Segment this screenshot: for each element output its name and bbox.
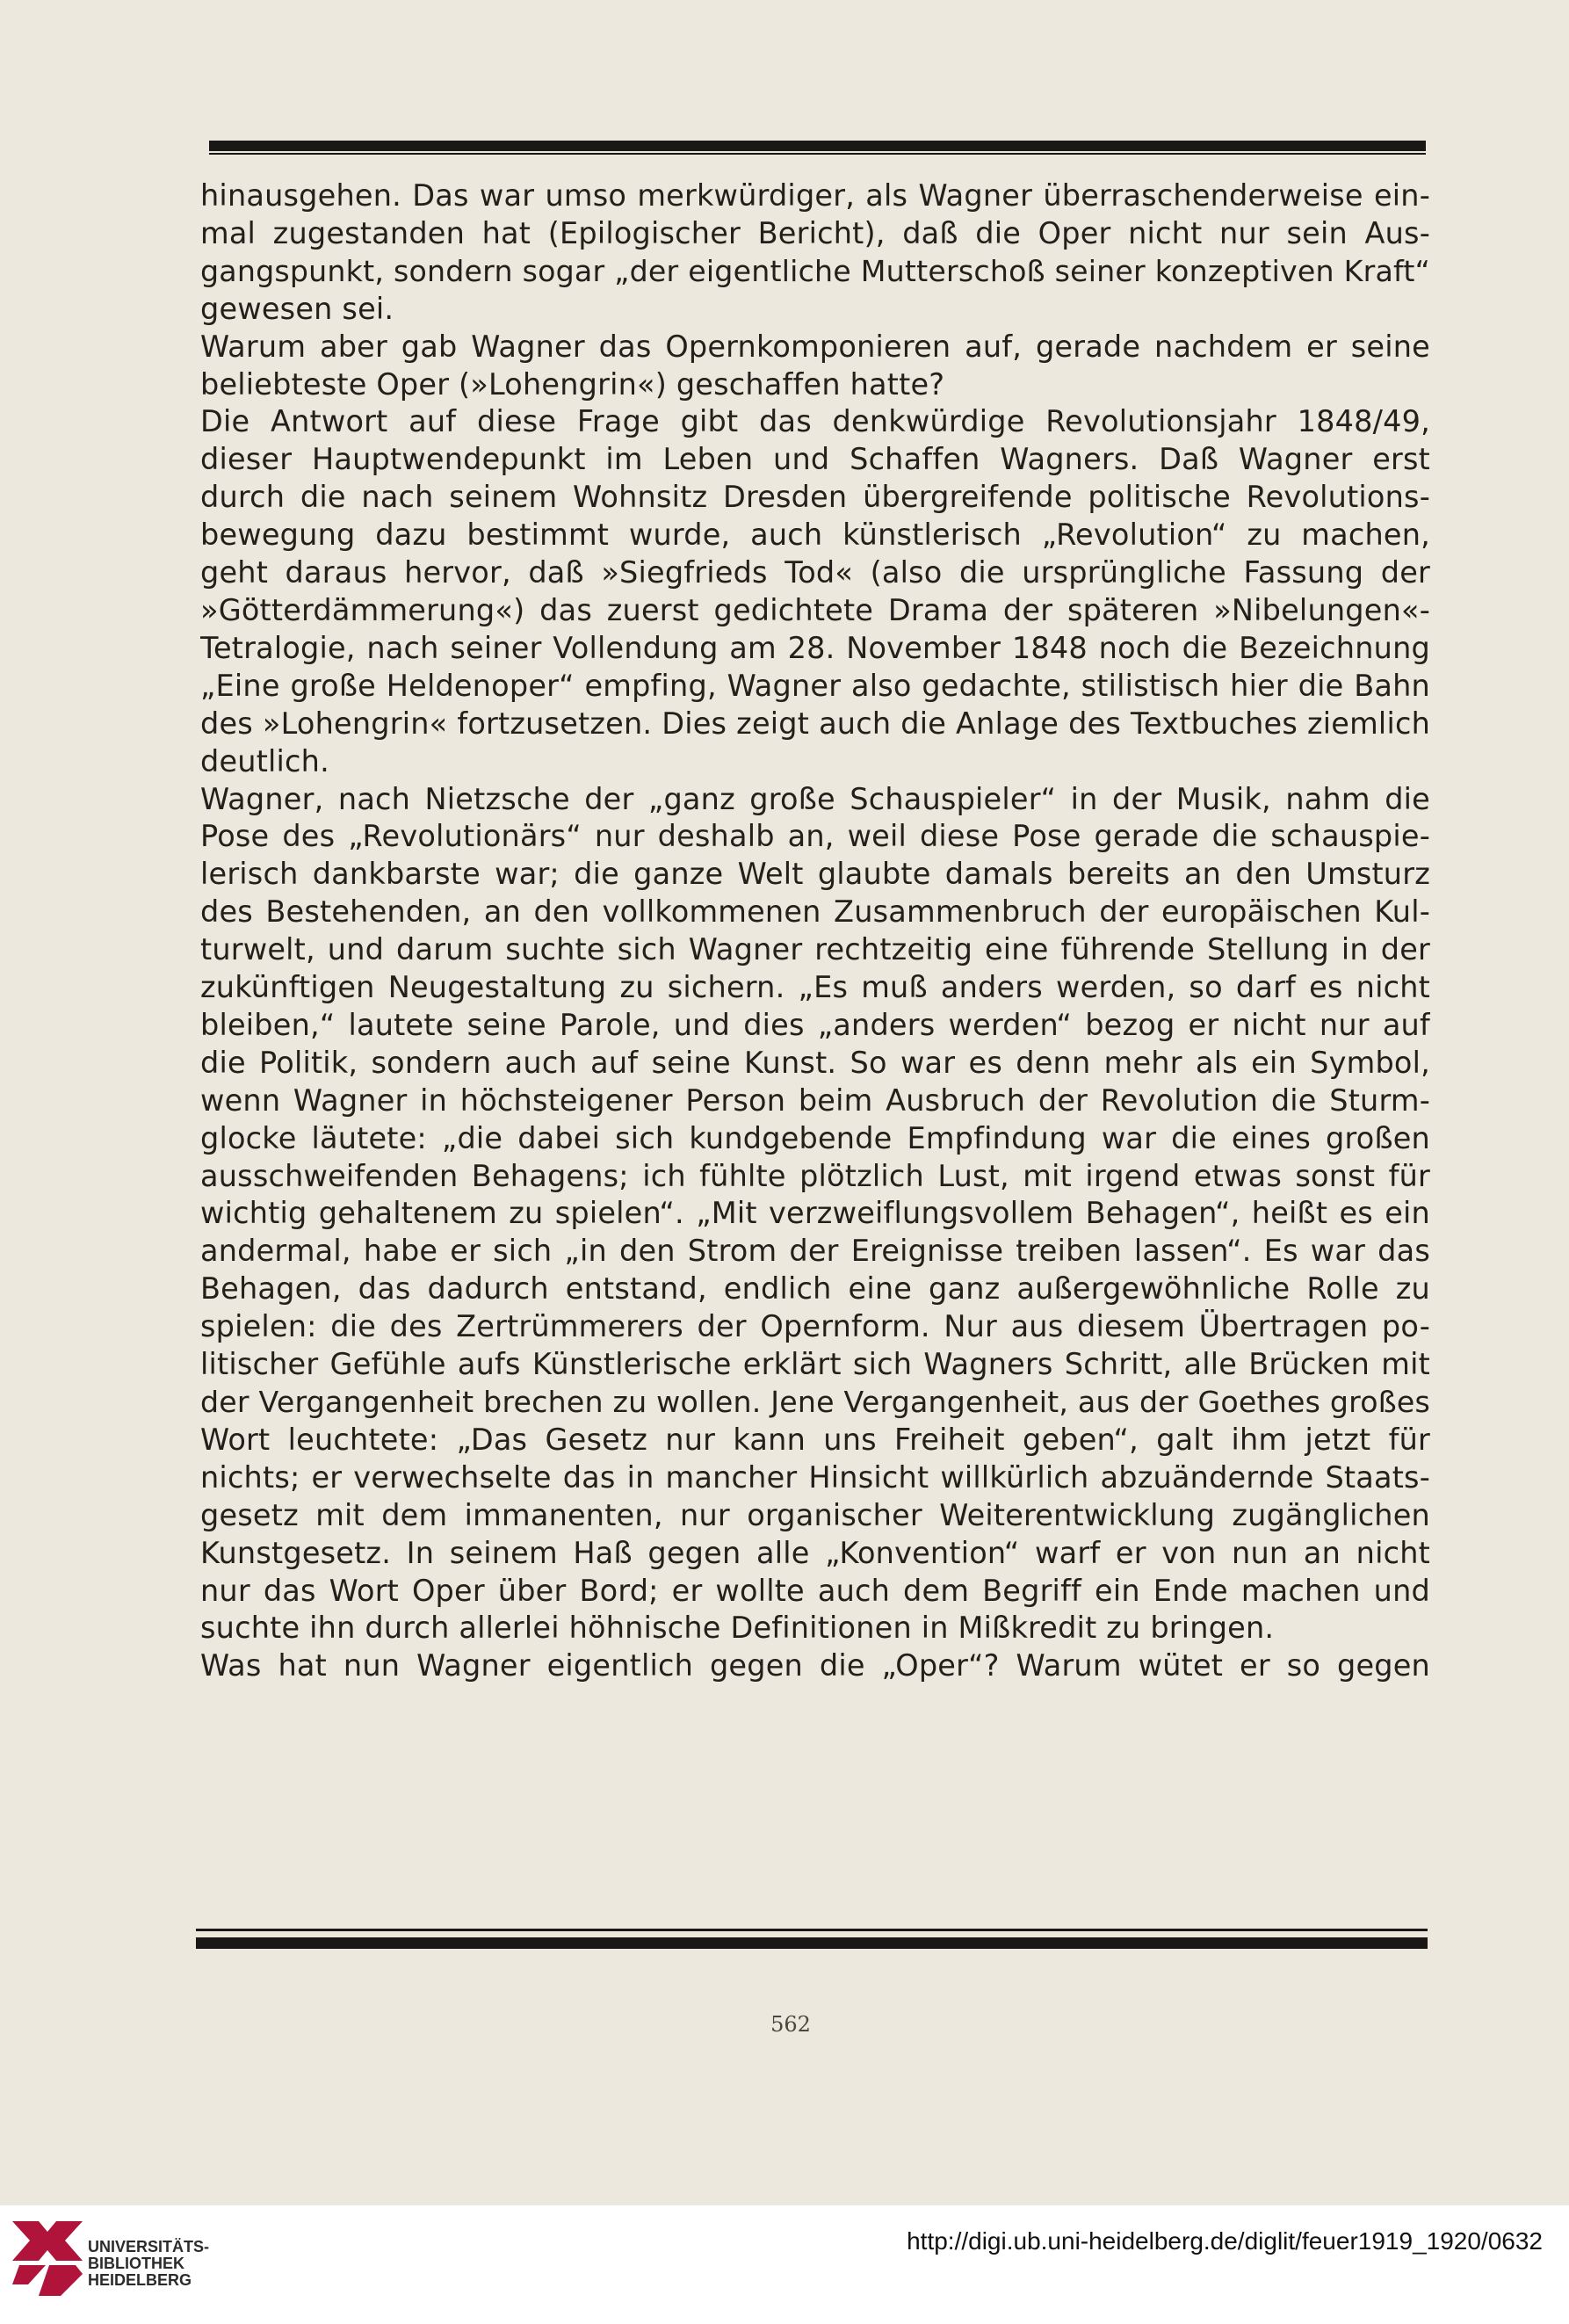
text-line: Behagen, das dadurch entstand, endlich eine ganz außergewöhnliche Rolle zu (200, 1271, 1430, 1307)
footer-bar (0, 2205, 1569, 2324)
text-line: gesetz mit dem immanenten, nur organischer Weiterentwicklung zugänglichen (200, 1497, 1430, 1532)
text-line: Wagner, nach Nietzsche der „ganz große Schauspieler“ in der Musik, nahm die (200, 781, 1430, 816)
text-line: Die Antwort auf diese Frage gibt das denkwürdige Revolutionsjahr 1848/49, (200, 404, 1430, 439)
text-line: suchte ihn durch allerlei höhnische Definitionen in Mißkredit zu bringen. (200, 1611, 1275, 1646)
text-line: wenn Wagner in höchsteigener Person beim Ausbruch der Revolution die Sturm- (200, 1082, 1430, 1118)
text-line: beliebteste Oper (»Lohengrin«) geschaffen hatte? (200, 366, 945, 402)
text-line: nichts; er verwechselte das in mancher Hinsicht willkürlich abzuändernde Staats- (200, 1459, 1430, 1495)
bottom-decorative-rule (196, 1937, 1428, 1949)
body-text (200, 177, 1430, 1685)
text-line: zukünftigen Neugestaltung zu sichern. „Es muß anders werden, so darf es nicht (200, 970, 1430, 1005)
text-line: ausschweifenden Behagens; ich fühlte plötzlich Lust, mit irgend etwas sonst für (200, 1158, 1430, 1193)
text-line: deutlich. (200, 743, 329, 778)
top-decorative-rule (209, 141, 1426, 151)
text-line: spielen: die des Zertrümmerers der Opernform. Nur aus diesem Übertragen po- (200, 1309, 1430, 1344)
text-line: geht daraus hervor, daß »Siegfrieds Tod« (also die ursprüngliche Fassung der (200, 555, 1430, 590)
text-line: bewegung dazu bestimmt wurde, auch künstlerisch „Revolution“ zu machen, (200, 518, 1430, 553)
text-line: »Götterdämmerung«) das zuerst gedichtete Drama der späteren »Nibelungen«- (200, 592, 1430, 627)
text-line: die Politik, sondern auch auf seine Kunst. So war es denn mehr als ein Symbol, (200, 1045, 1430, 1080)
text-line: dieser Hauptwendepunkt im Leben und Schaffen Wagners. Daß Wagner erst (200, 442, 1430, 477)
text-line: Warum aber gab Wagner das Opernkomponieren auf, gerade nachdem er seine (200, 329, 1430, 364)
library-name (88, 2239, 209, 2289)
text-line: des Bestehenden, an den vollkommenen Zusammenbruch der europäischen Kul- (200, 894, 1430, 930)
text-line: durch die nach seinem Wohnsitz Dresden übergreifende politische Revolutions- (200, 480, 1430, 515)
text-line: der Vergangenheit brechen zu wollen. Jene Vergangenheit, aus der Goethes großes (200, 1385, 1430, 1419)
text-line: turwelt, und darum suchte sich Wagner rechtzeitig eine führende Stellung in der (200, 932, 1430, 967)
library-name-line-2: BIBLIOTHEK (88, 2255, 184, 2272)
text-line: wichtig gehaltenem zu spielen“. „Mit verzweiflungsvollem Behagen“, heißt es ein (200, 1196, 1430, 1231)
text-line: hinausgehen. Das war umso merkwürdiger, als Wagner überraschenderweise ein- (200, 178, 1430, 213)
text-line: litischer Gefühle aufs Künstlerische erklärt sich Wagners Schritt, alle Brücken mit (200, 1347, 1430, 1382)
bottom-thin-rule (196, 1929, 1428, 1931)
text-line: Wort leuchtete: „Das Gesetz nur kann uns Freiheit geben“, galt ihm jetzt für (200, 1422, 1430, 1457)
text-line: nur das Wort Oper über Bord; er wollte auch dem Begriff ein Ende machen und (200, 1573, 1430, 1608)
library-name-line-3: HEIDELBERG (88, 2271, 192, 2289)
text-line: mal zugestanden hat (Epilogischer Bericht), daß die Oper nicht nur sein Aus- (200, 215, 1430, 250)
page-number: 562 (770, 2012, 811, 2037)
text-line: gangspunkt, sondern sogar „der eigentliche Mutterschoß seiner konzeptiven Kraft“ (200, 253, 1430, 288)
text-line: glocke läutete: „die dabei sich kundgebende Empfindung war die eines großen (200, 1120, 1430, 1155)
text-line: des »Lohengrin« fortzusetzen. Dies zeigt auch die Anlage des Textbuches ziemlich (200, 706, 1430, 741)
text-line: Was hat nun Wagner eigentlich gegen die „Oper“? Warum wütet er so gegen (200, 1648, 1430, 1683)
text-line: „Eine große Heldenoper“ empfing, Wagner also gedachte, stilistisch hier die Bahn (200, 668, 1430, 703)
library-name-line-1: UNIVERSITÄTS- (88, 2238, 210, 2255)
text-line: bleiben,“ lautete seine Parole, und dies „anders werden“ bezog er nicht nur auf (200, 1007, 1430, 1042)
text-line: lerisch dankbarste war; die ganze Welt glaubte damals bereits an den Umsturz (200, 857, 1430, 892)
text-line: Pose des „Revolutionärs“ nur deshalb an, weil diese Pose gerade die schauspie- (200, 819, 1430, 854)
text-line: Kunstgesetz. In seinem Haß gegen alle „Konvention“ warf er von nun an nicht (200, 1535, 1430, 1570)
university-library-logo-icon (12, 2221, 83, 2296)
text-line: andermal, habe er sich „in den Strom der Ereignisse treiben lassen“. Es war das (200, 1234, 1430, 1269)
text-line: Tetralogie, nach seiner Vollendung am 28. November 1848 noch die Bezeichnung (200, 630, 1430, 665)
text-line: gewesen sei. (200, 291, 394, 326)
source-url-link[interactable]: http://digi.ub.uni-heidelberg.de/diglit/feuer1919_1920/0632 (907, 2227, 1543, 2255)
